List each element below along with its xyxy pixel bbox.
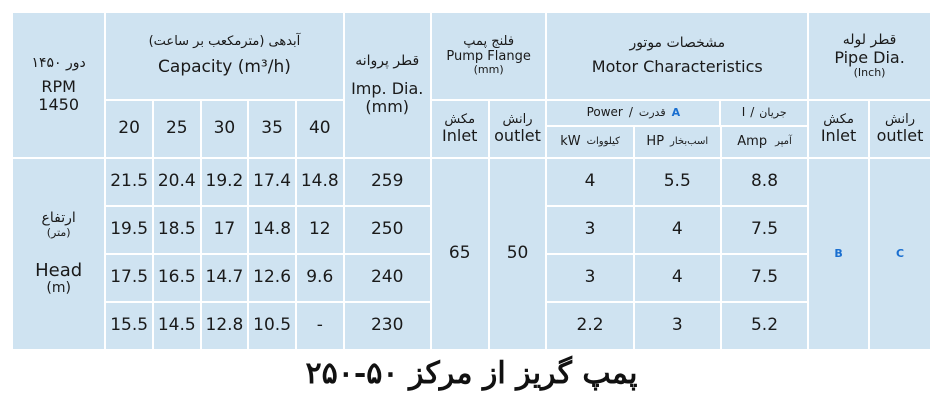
head-cell: 19.2	[201, 158, 249, 206]
kw-cell: 3	[546, 206, 633, 254]
rpm-header	[12, 12, 105, 158]
power-marker: A	[671, 105, 681, 119]
power-header	[547, 101, 721, 125]
hp-cell: 4	[634, 206, 721, 254]
current-label-fa: جریان	[759, 105, 787, 119]
impeller-cell: 230	[344, 302, 431, 350]
head-cell: 12.6	[248, 254, 296, 302]
amp-cell: 8.8	[721, 158, 808, 206]
current-separator: /	[750, 105, 755, 120]
flange-inlet-header	[431, 100, 489, 158]
pump-spec-table	[11, 11, 932, 351]
impeller-label-en: Imp. Dia.	[351, 78, 424, 98]
hp-header	[635, 127, 722, 157]
head-unit-fa: (متر)	[46, 225, 71, 239]
motor-subheader	[546, 100, 808, 158]
kw-cell: 4	[546, 158, 633, 206]
pipe-inlet-label-fa: مکش	[823, 111, 854, 127]
flange-header	[431, 12, 547, 100]
head-cell: 9.6	[296, 254, 344, 302]
flange-outlet-label-fa: رانش	[502, 111, 533, 127]
head-cell: 17.5	[105, 254, 153, 302]
impeller-label-fa: قطر پروانه	[355, 53, 420, 70]
head-cell: 12	[296, 206, 344, 254]
amp-header	[722, 127, 807, 157]
head-cell: 15.5	[105, 302, 153, 350]
capacity-col-20: 20	[105, 100, 153, 158]
kw-label: kW	[560, 133, 581, 149]
head-cell: 21.5	[105, 158, 153, 206]
pipe-unit: (Inch)	[853, 65, 886, 79]
flange-outlet-value: 50	[489, 158, 547, 350]
head-cell: 20.4	[153, 158, 201, 206]
capacity-col-40: 40	[296, 100, 344, 158]
power-separator: /	[628, 105, 633, 120]
head-cell: 14.8	[248, 206, 296, 254]
flange-inlet-label-fa: مکش	[444, 111, 476, 127]
head-unit-en: (m)	[46, 280, 71, 297]
flange-unit: (mm)	[473, 63, 504, 77]
head-cell: 17	[201, 206, 249, 254]
pipe-outlet-header	[869, 100, 931, 158]
capacity-col-35: 35	[248, 100, 296, 158]
rpm-value: 1450	[38, 94, 79, 114]
kw-cell: 3	[546, 254, 633, 302]
capacity-col-30: 30	[201, 100, 249, 158]
flange-label-fa: فلنج پمپ	[463, 34, 515, 50]
pipe-outlet-value: C	[869, 158, 931, 350]
impeller-header	[344, 12, 431, 158]
pipe-outlet-label-fa: رانش	[884, 111, 916, 127]
head-cell: 16.5	[153, 254, 201, 302]
amp-cell: 7.5	[721, 206, 808, 254]
pipe-label-fa: قطر لوله	[842, 32, 897, 49]
page-title: پمپ گریز از مرکز ۵۰-۲۵۰	[305, 356, 638, 391]
rpm-label-fa: دور ۱۴۵۰	[31, 55, 86, 72]
head-cell: 14.8	[296, 158, 344, 206]
pipe-inlet-header	[808, 100, 869, 158]
motor-header	[546, 12, 808, 100]
head-cell: 18.5	[153, 206, 201, 254]
flange-inlet-label-en: Inlet	[442, 126, 478, 146]
head-cell: 12.8	[201, 302, 249, 350]
capacity-header	[105, 12, 343, 100]
head-cell: 17.4	[248, 158, 296, 206]
capacity-label-fa: آبدهی (مترمکعب بر ساعت)	[148, 34, 301, 50]
head-cell: 19.5	[105, 206, 153, 254]
capacity-col-25: 25	[153, 100, 201, 158]
head-cell: -	[296, 302, 344, 350]
hp-cell: 3	[634, 302, 721, 350]
amp-label: Amp	[737, 133, 768, 149]
hp-cell: 5.5	[634, 158, 721, 206]
pipe-inlet-label-en: Inlet	[820, 126, 857, 146]
power-label-fa: قدرت	[638, 105, 666, 119]
current-header	[721, 101, 807, 125]
pipe-outlet-label-en: outlet	[876, 126, 924, 146]
pipe-inlet-value: B	[808, 158, 869, 350]
hp-label-fa: اسب‌بخار	[670, 136, 709, 148]
amp-cell: 7.5	[721, 254, 808, 302]
current-label: I	[741, 105, 746, 120]
head-cell: 14.5	[153, 302, 201, 350]
kw-cell: 2.2	[546, 302, 633, 350]
impeller-cell: 240	[344, 254, 431, 302]
head-side-label	[12, 158, 105, 350]
impeller-unit: (mm)	[365, 96, 410, 116]
impeller-cell: 250	[344, 206, 431, 254]
motor-label-fa: مشخصات موتور	[629, 35, 726, 52]
head-label-fa: ارتفاع	[41, 210, 76, 227]
motor-label-en: Motor Characteristics	[591, 56, 763, 76]
kw-label-fa: کیلووات	[586, 136, 620, 148]
hp-label: HP	[646, 133, 665, 149]
head-cell: 10.5	[248, 302, 296, 350]
hp-cell: 4	[634, 254, 721, 302]
amp-label-fa: آمپر	[775, 136, 792, 148]
flange-outlet-header	[489, 100, 547, 158]
pipe-label-en: Pipe Dia.	[834, 47, 905, 67]
rpm-label-en: RPM	[41, 76, 76, 96]
power-label: Power	[586, 105, 623, 120]
kw-header	[547, 127, 634, 157]
flange-outlet-label-en: outlet	[494, 126, 541, 146]
flange-inlet-value: 65	[431, 158, 489, 350]
capacity-label-en: Capacity (m³/h)	[158, 56, 291, 77]
amp-cell: 5.2	[721, 302, 808, 350]
pipe-header	[808, 12, 931, 100]
head-label-en: Head	[35, 260, 83, 282]
table-row	[12, 158, 931, 206]
flange-label-en: Pump Flange	[446, 48, 531, 64]
head-cell: 14.7	[201, 254, 249, 302]
impeller-cell: 259	[344, 158, 431, 206]
